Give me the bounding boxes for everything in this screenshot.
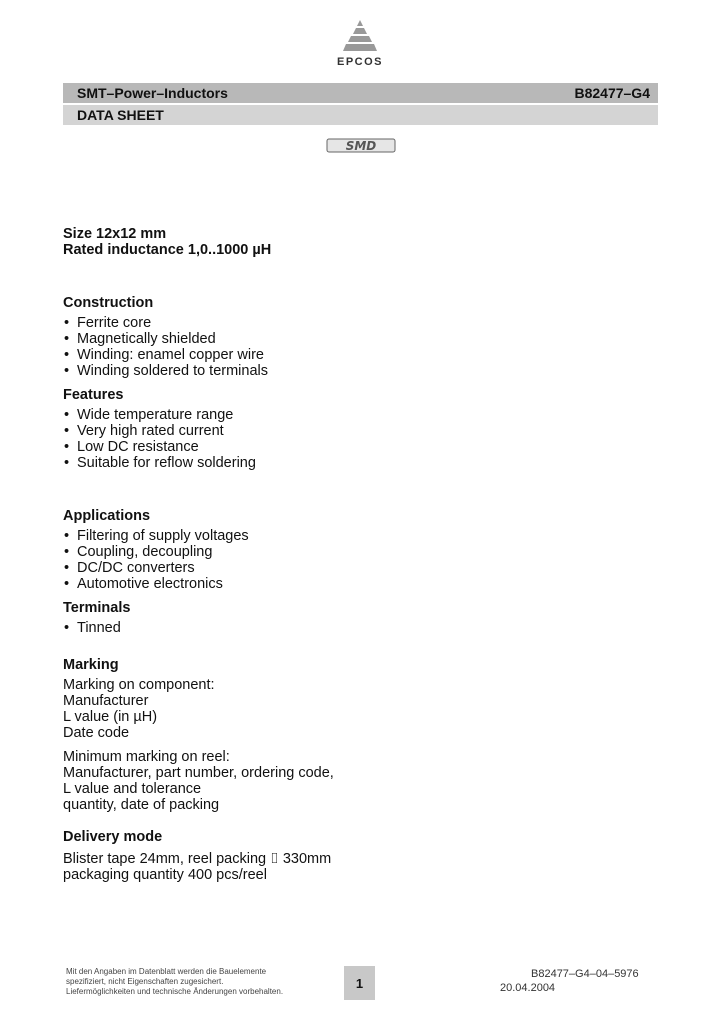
list-item: • Low DC resistance <box>63 439 663 455</box>
list-item: • Ferrite core <box>63 315 663 331</box>
marking-line: Marking on component: <box>63 677 215 693</box>
title-bar <box>63 83 658 103</box>
document-title: SMT–Power–Inductors <box>77 85 228 101</box>
features-list <box>63 407 663 471</box>
applications-list <box>63 528 663 592</box>
footer-disclaimer <box>66 967 316 997</box>
delivery-line: packaging quantity 400 pcs/reel <box>63 867 267 883</box>
page-number: 1 <box>344 966 375 1000</box>
smd-badge <box>326 138 396 154</box>
part-number: B82477–G4 <box>574 85 650 101</box>
disclaimer-line: Liefermöglichkeiten und technische Änderungen vorbehalten. <box>66 987 284 996</box>
reel-marking-line: Minimum marking on reel: <box>63 749 230 765</box>
terminals-list <box>63 620 663 636</box>
list-item: • Coupling, decoupling <box>63 544 663 560</box>
list-item: • Wide temperature range <box>63 407 663 423</box>
reel-marking-line: L value and tolerance <box>63 781 202 797</box>
reel-marking-line: Manufacturer, part number, ordering code, <box>63 765 334 781</box>
list-item: • Winding: enamel copper wire <box>63 347 663 363</box>
list-item: • Automotive electronics <box>63 576 663 592</box>
logo-text: EPCOS <box>336 56 383 68</box>
doc-date: 20.04.2004 <box>500 982 556 994</box>
features-heading: Features <box>63 387 124 403</box>
list-item: • Filtering of supply voltages <box>63 528 663 544</box>
marking-heading: Marking <box>63 657 119 673</box>
terminals-heading: Terminals <box>63 600 131 616</box>
epcos-logo <box>330 18 390 68</box>
size-line: Size 12x12 mm <box>63 226 167 242</box>
inductance-line: Rated inductance 1,0..1000 µH <box>63 242 272 258</box>
doc-code: B82477–G4–04–5976 <box>531 968 639 980</box>
footer-doc-info <box>500 967 639 995</box>
delivery-heading: Delivery mode <box>63 829 163 845</box>
applications-heading: Applications <box>63 508 151 524</box>
construction-heading: Construction <box>63 295 154 311</box>
subtitle-bar <box>63 105 658 125</box>
datasheet-content <box>63 226 663 883</box>
list-item: • Tinned <box>63 620 663 636</box>
reel-marking-line: quantity, date of packing <box>63 797 220 813</box>
marking-line: L value (in µH) <box>63 709 158 725</box>
list-item: • Very high rated current <box>63 423 663 439</box>
delivery-line: Blister tape 24mm, reel packing ⌷ 330mm <box>63 851 332 867</box>
disclaimer-line: Mit den Angaben im Datenblatt werden die Bauelemente <box>66 967 267 976</box>
construction-list <box>63 315 663 379</box>
list-item: • DC/DC converters <box>63 560 663 576</box>
disclaimer-line: spezifiziert, nicht Eigenschaften zugesichert. <box>66 977 224 986</box>
list-item: • Suitable for reflow soldering <box>63 455 663 471</box>
epcos-triangle-icon <box>340 18 380 54</box>
list-item: • Winding soldered to terminals <box>63 363 663 379</box>
list-item: • Magnetically shielded <box>63 331 663 347</box>
document-subtitle: DATA SHEET <box>77 107 164 123</box>
smd-badge-text: SMD <box>345 139 377 153</box>
marking-line: Date code <box>63 725 130 741</box>
marking-line: Manufacturer <box>63 693 149 709</box>
